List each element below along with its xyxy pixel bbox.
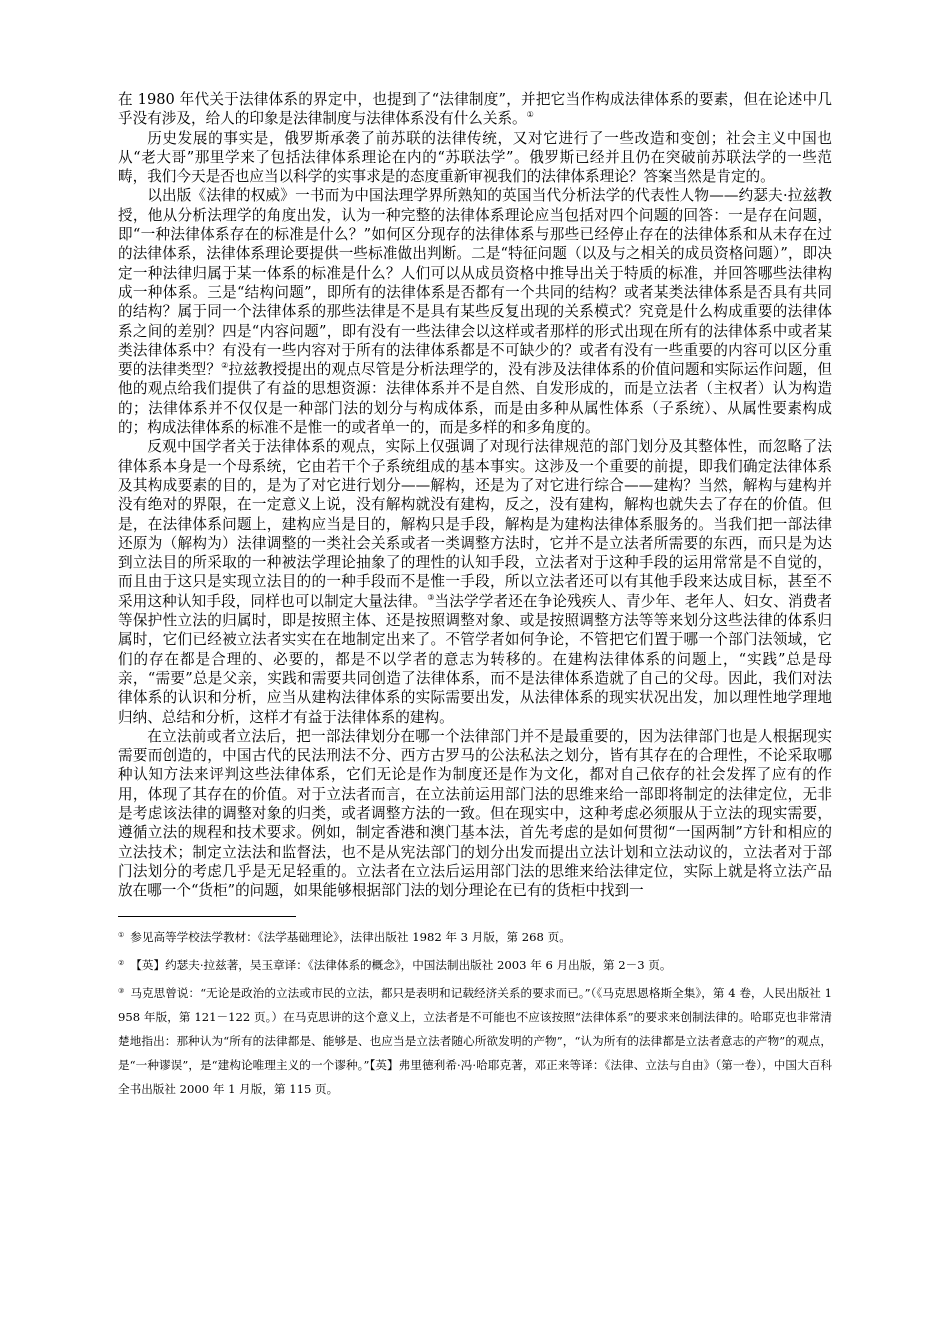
document-page <box>118 90 832 1105</box>
footnote-ref-3[interactable]: ③ <box>427 592 435 602</box>
body-paragraph-1 <box>118 90 832 129</box>
body-paragraph-5 <box>118 727 832 901</box>
body-paragraph-2 <box>118 129 832 187</box>
footnote-2 <box>118 953 832 977</box>
footnote-mark: ② <box>118 958 125 967</box>
footnote-1 <box>118 925 832 949</box>
footnote-mark: ① <box>118 930 125 939</box>
footnote-text: 马克思曾说：“无论是政治的立法或市民的立法，都只是表明和记载经济关系的要求而已。”（《马克思恩格斯全集》，第 4 卷，人民出版社 1958 年版，第 121－122 页。）在马克思讲的这个意义上，立法者是不可能也不应该按照“法律体系”的要求来创制法律的。哈耶克也非常清楚地指出：那种认为“所有的法律都是、能够是、也应当是立法者随心所欲发明的产物”，“认为所有的法律都是立法者意志的产物”的观点，是“一种谬误”，是“建构论唯理主义的一个谬种。”【英】弗里德利希·冯·哈耶克著，邓正来等译：《法律、立法与自由》（第一卷），中国大百科全书出版社 2000 年 1 月版，第 115 页。 <box>118 986 832 1097</box>
footnote-text: 【英】约瑟夫·拉兹著，吴玉章译：《法律体系的概念》，中国法制出版社 2003 年 6 月出版，第 2－3 页。 <box>130 958 672 973</box>
footnote-separator <box>118 916 296 917</box>
footnote-text: 参见高等学校法学教材：《法学基础理论》，法律出版社 1982 年 3 月版，第 268 页。 <box>130 930 571 945</box>
footnote-ref-2[interactable]: ② <box>221 361 229 371</box>
body-paragraph-3 <box>118 186 832 437</box>
paragraph-text: 历史发展的事实是，俄罗斯承袭了前苏联的法律传统，又对它进行了一些改造和变创；社会主义中国也从“老大哥”那里学来了包括法律体系理论在内的“苏联法学”。俄罗斯已经并且仍在突破前苏联法学的一些范畴，我们今天是否也应当以科学的实事求是的态度重新审视我们的法律体系理论？答案当然是肯定的。 <box>118 129 832 186</box>
paragraph-text: 反观中国学者关于法律体系的观点，实际上仅强调了对现行法律规范的部门划分及其整体性，而忽略了法律体系本身是一个母系统，它由若干个子系统组成的基本事实。这涉及一个重要的前提，即我们确定法律体系及其构成要素的目的，是为了对它进行划分——解构，还是为了对它进行综合——建构？当然，解构与建构并没有绝对的界限，在一定意义上说，没有解构就没有建构，反之，没有建构，解构也就失去了存在的价值。但是，在法律体系问题上，建构应当是目的，解构只是手段，解构是为建构法律体系服务的。当我们把一部法律还原为（解构为）法律调整的一类社会关系或者一类调整方法时，它并不是立法者所需要的东西，而只是为达到立法目的所采取的一种被法学理论抽象了的理性的认知手段，立法者对于这种手段的运用常常是不自觉的，而且由于这只是实现立法目的的一种手段而不是惟一手段，所以立法者还可以有其他手段来达成目标，甚至不采用这种认知手段，同样也可以制定大量法律。 <box>118 438 832 610</box>
paragraph-text-tail: 拉兹教授提出的观点尽管是分析法理学的，没有涉及法律体系的价值问题和实际运作问题，但他的观点给我们提供了有益的思想资源：法律体系并不是自然、自发形成的，而是立法者（主权者）认为构造的；法律体系并不仅仅是一种部门法的划分与构成体系，而是由多种从属性体系（子系统）、从属性要素构成的；构成法律体系的标准不是惟一的或者单一的，而是多样的和多角度的。 <box>118 361 832 437</box>
body-paragraph-4 <box>118 437 832 726</box>
footnote-mark: ③ <box>118 986 125 995</box>
paragraph-text: 在 1980 年代关于法律体系的界定中，也提到了“法律制度”，并把它当作构成法律体系的要素，但在论述中几乎没有涉及，给人的印象是法律制度与法律体系没有什么关系。 <box>118 91 832 128</box>
footnote-ref-1[interactable]: ① <box>526 110 534 120</box>
paragraph-text: 以出版《法律的权威》一书而为中国法理学界所熟知的英国当代分析法学的代表性人物——约瑟夫·拉兹教授，他从分析法理学的角度出发，认为一种完整的法律体系理论应当包括对四个问题的回答：一是存在问题，即“一种法律体系存在的标准是什么？”如何区分现存的法律体系与那些已经停止存在的法律体系和从未存在过的法律体系，法律体系理论要提供一些标准做出判断。二是“特征问题（以及与之相关的成员资格问题）”，即决定一种法律归属于某一体系的标准是什么？人们可以从成员资格中推导出关于特质的标准，并回答哪些法律构成一种体系。三是“结构问题”，即所有的法律体系是否都有一个共同的结构？或者某类法律体系是否具有共同的结构？属于同一个法律体系的那些法律是不是具有某些反复出现的关系模式？究竟是什么构成重要的法律体系之间的差别？四是“内容问题”，即有没有一些法律会以这样或者那样的形式出现在所有的法律体系中或者某类法律体系中？有没有一些内容对于所有的法律体系都是不可缺少的？或者有没有一些重要的内容可以区分重要的法律类型？ <box>118 187 832 379</box>
paragraph-text-tail: 当法学学者还在争论残疾人、青少年、老年人、妇女、消费者等保护性立法的归属时，即是按照主体、还是按照调整对象、或是按照调整方法等等来划分这些法律的体系归属时，它们已经被立法者实实在在地制定出来了。不管学者如何争论，不管把它们置于哪一个部门法领域，它们的存在都是合理的、必要的，都是不以学者的意志为转移的。在建构法律体系的问题上，“实践”总是母亲，“需要”总是父亲，实践和需要共同创造了法律体系，而不是法律体系造就了自己的父母。因此，我们对法律体系的认识和分析，应当从建构法律体系的实际需要出发，从法律体系的现实状况出发，加以理性地学理地归纳、总结和分析，这样才有益于法律体系的建构。 <box>118 592 832 726</box>
footnote-3 <box>118 981 832 1101</box>
paragraph-text: 在立法前或者立法后，把一部法律划分在哪一个法律部门并不是最重要的，因为法律部门也是人根据现实需要而创造的，中国古代的民法刑法不分、西方古罗马的公法私法之划分，皆有其存在的合理性，不论采取哪种认知方法来评判这些法律体系，它们无论是作为制度还是作为文化，都对自己依存的社会发挥了应有的作用，体现了其存在的价值。对于立法者而言，在立法前运用部门法的思维来给一部即将制定的法律定位，无非是考虑该法律的调整对象的归类，或者调整方法的一致。但在现实中，这种考虑必须服从于立法的现实需要，遵循立法的规程和技术要求。例如，制定香港和澳门基本法，首先考虑的是如何贯彻“一国两制”方针和相应的立法技术；制定立法法和监督法，也不是从宪法部门的划分出发而提出立法计划和立法动议的，立法者对于部门法划分的考虑几乎是无足轻重的。立法者在立法后运用部门法的思维来给法律定位，实际上就是将立法产品放在哪一个“货柜”的问题，如果能够根据部门法的划分理论在已有的货柜中找到一 <box>118 727 832 900</box>
